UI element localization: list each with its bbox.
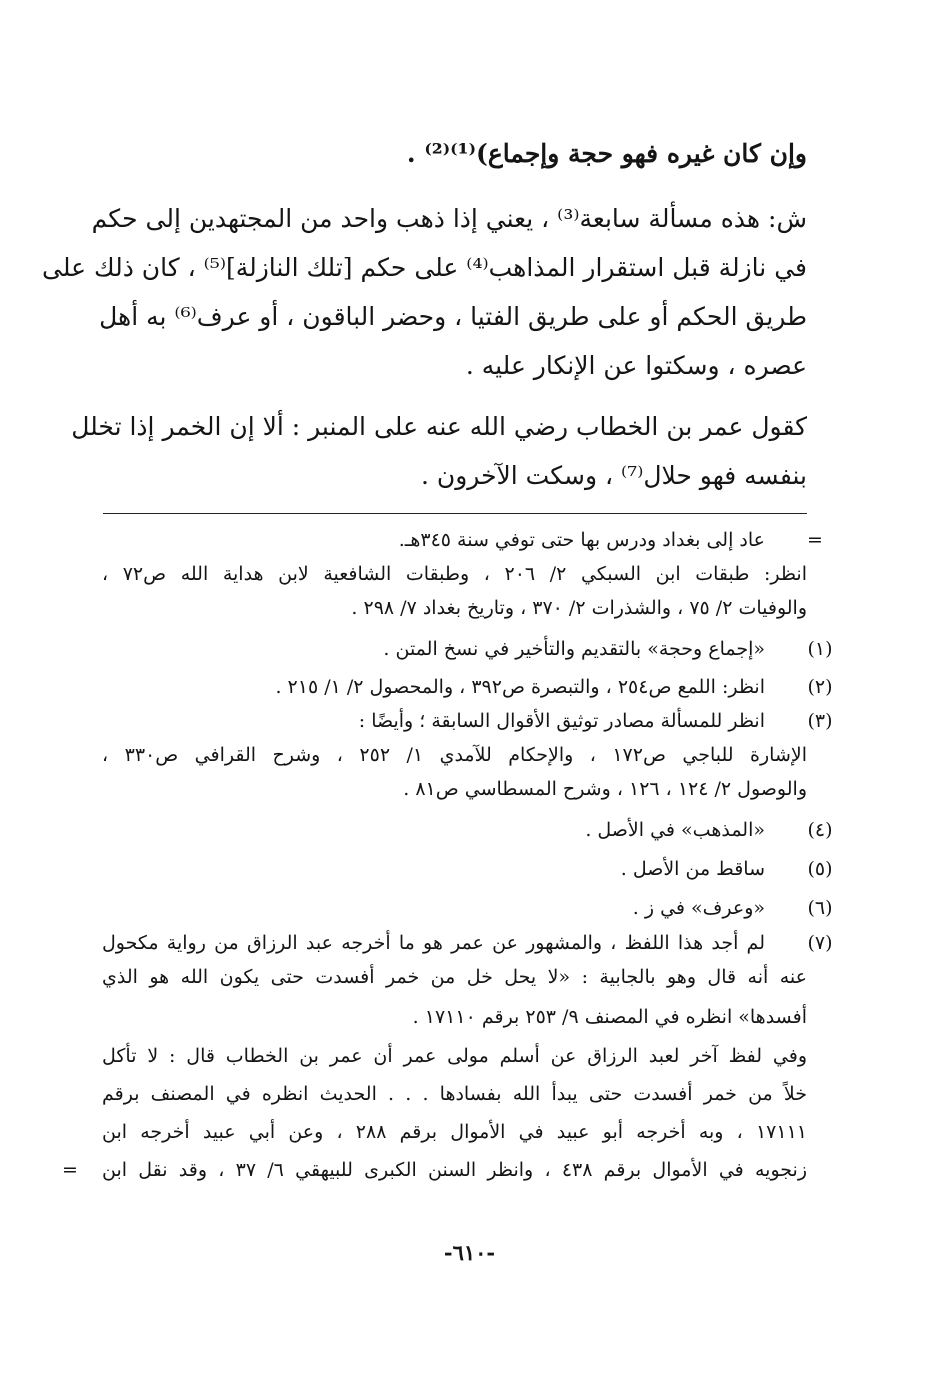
footnote-number: (٢) [807, 676, 833, 698]
footnote-number: (٣) [807, 710, 833, 732]
footnote-number: (٤) [807, 819, 833, 841]
footnote-number: (٥) [807, 858, 833, 880]
footnote-line: عنه أنه قال وهو بالجابية : «لا يحل خل من خمر أفسدت حتى يكون الله هو الذي [102, 966, 807, 988]
main-text-line: بنفسه فهو حلال⁽⁷⁾ ، وسكت الآخرون . [420, 461, 807, 490]
footnote-line: انظر: طبقات ابن السبكي ٢/ ٢٠٦ ، وطبقات الشافعية لابن هداية الله ص٧٢ ، [102, 563, 807, 585]
main-text-line: ش: هذه مسألة سابعة⁽³⁾ ، يعني إذا ذهب واحد من المجتهدين إلى حكم [91, 204, 807, 233]
footnote-line: ساقط من الأصل . [620, 858, 765, 880]
footnote-line: ١٧١١١ ، وبه أخرجه أبو عبيد في الأموال برقم ٢٨٨ ، وعن أبي عبيد أخرجه ابن [102, 1121, 807, 1143]
footnote-line: «المذهب» في الأصل . [585, 819, 765, 841]
page-number: -٦١٠- [443, 1240, 496, 1265]
footnote-line: عاد إلى بغداد ودرس بها حتى توفي سنة ٣٤٥هـ. [398, 529, 765, 551]
footnote-line: انظر: اللمع ص٢٥٤ ، والتبصرة ص٣٩٢ ، والمحصول ٢/ ١/ ٢١٥ . [275, 676, 765, 698]
footnote-line: زنجويه في الأموال برقم ٤٣٨ ، وانظر السنن الكبرى للبيهقي ٦/ ٣٧ ، وقد نقل ابن [102, 1159, 807, 1181]
main-text-line: عصره ، وسكتوا عن الإنكار عليه . [465, 351, 807, 380]
main-text-line: طريق الحكم أو على طريق الفتيا ، وحضر الباقون ، أو عرف⁽⁶⁾ به أهل [99, 302, 807, 331]
footnote-line: «وعرف» في ز . [632, 897, 765, 919]
footnote-line: لم أجد هذا اللفظ ، والمشهور عن عمر هو ما أخرجه عبد الرزاق من رواية مكحول [102, 932, 765, 954]
footnote-number: (٧) [807, 932, 833, 954]
footnote-separator [103, 513, 807, 514]
footnote-line: انظر للمسألة مصادر توثيق الأقوال السابقة ؛ وأيضًا : [358, 710, 765, 732]
footnote-number: (٦) [807, 897, 833, 919]
footnote-line: والوصول ٢/ ١٢٤ ، ١٢٦ ، وشرح المسطاسي ص٨١ . [403, 778, 807, 800]
main-text-line: في نازلة قبل استقرار المذاهب⁽⁴⁾ على حكم [تلك النازلة]⁽⁵⁾ ، كان ذلك على [42, 253, 807, 282]
footnote-number: (١) [807, 638, 833, 660]
footnote-line: «إجماع وحجة» بالتقديم والتأخير في نسخ المتن . [383, 638, 765, 660]
footnote-line: أفسدها» انظره في المصنف ٩/ ٢٥٣ برقم ١٧١١٠ . [412, 1006, 807, 1028]
continues-marker: = [62, 1159, 78, 1181]
footnote-line: وفي لفظ آخر لعبد الرزاق عن أسلم مولى عمر أن عمر بن الخطاب قال : لا تأكل [102, 1045, 807, 1067]
footnote-line: خلاً من خمر أفسدت حتى يبدأ الله بفسادها . . . الحديث انظره في المصنف برقم [102, 1083, 807, 1105]
continued-marker: = [807, 529, 823, 551]
footnote-line: الإشارة للباجي ص١٧٢ ، والإحكام للآمدي ١/ ٢٥٢ ، وشرح القرافي ص٣٣٠ ، [102, 744, 808, 766]
main-text-line: كقول عمر بن الخطاب رضي الله عنه على المنبر : ألا إن الخمر إذا تخلل [71, 412, 807, 441]
footnote-line: والوفيات ٢/ ٧٥ ، والشذرات ٢/ ٣٧٠ ، وتاريخ بغداد ٧/ ٢٩٨ . [351, 597, 807, 619]
section-heading: وإن كان غيره فهو حجة وإجماع)⁽¹⁾⁽²⁾ . [406, 139, 807, 168]
